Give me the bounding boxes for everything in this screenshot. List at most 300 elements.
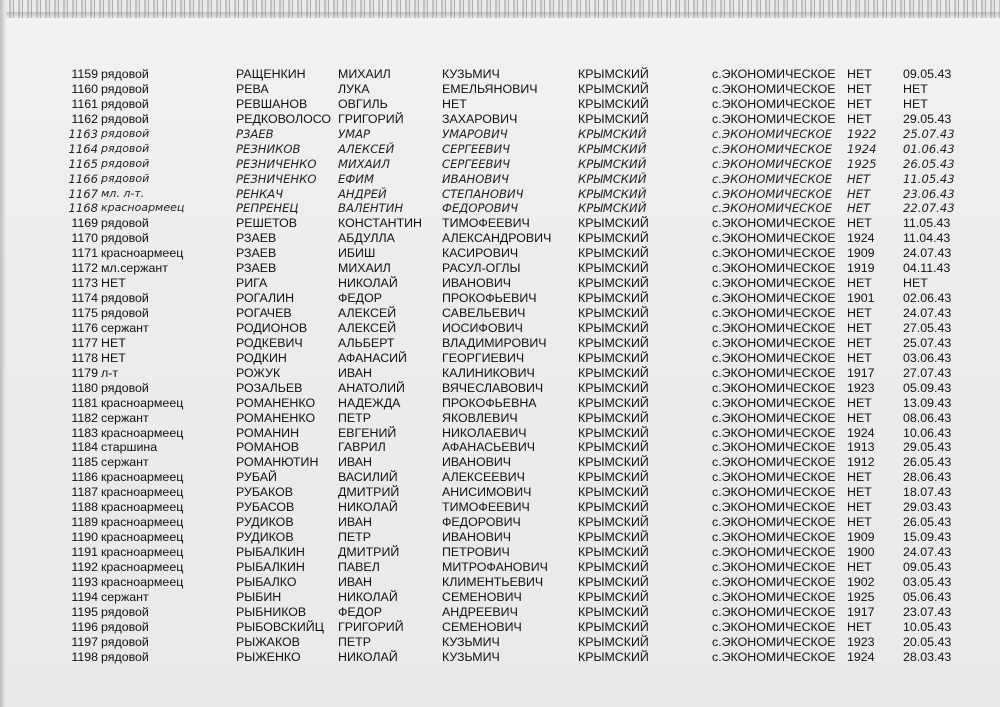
record-last-name: РОДИОНОВ: [236, 320, 308, 335]
record-number: 1196: [71, 619, 98, 634]
record-number: 1164: [68, 141, 98, 156]
table-row: [0, 306, 1000, 321]
record-number: 1179: [71, 365, 98, 380]
record-date: 03.06.43: [903, 350, 952, 365]
record-date: 23.07.43: [903, 604, 952, 619]
record-patronymic: ПРОКОФЬЕВИЧ: [442, 291, 537, 306]
record-birth-year: 1917: [847, 604, 875, 619]
record-last-name: РУБАКОВ: [236, 485, 293, 500]
table-row: [0, 261, 1000, 276]
record-first-name: НИКОЛАЙ: [338, 276, 398, 291]
table-row: [0, 530, 1000, 545]
record-number: 1178: [71, 350, 98, 365]
table-row: [0, 396, 1000, 411]
record-patronymic: РАСУЛ-ОГЛЫ: [442, 261, 521, 276]
record-number: 1165: [68, 156, 98, 171]
record-number: 1159: [71, 67, 98, 81]
record-rank: сержант: [101, 589, 149, 604]
record-date: 24.07.43: [903, 246, 952, 261]
record-birth-year: НЕТ: [847, 306, 872, 320]
record-rank: красноармеец: [101, 425, 184, 440]
record-birth-year: НЕТ: [847, 470, 872, 485]
record-patronymic: ВЯЧЕСЛАВОВИЧ: [442, 380, 544, 395]
record-village: с.ЭКОНОМИЧЕСКОЕ: [712, 246, 836, 261]
record-first-name: ИВАН: [338, 574, 372, 589]
record-rank: рядовой: [101, 291, 149, 306]
record-district: КРЫМСКИЙ: [578, 111, 649, 126]
record-last-name: РЕПРЕНЕЦ: [236, 201, 299, 216]
record-patronymic: ПРОКОФЬЕВНА: [442, 395, 537, 410]
record-number: 1180: [71, 380, 98, 395]
table-row: [0, 470, 1000, 485]
record-date: 29.03.43: [903, 500, 952, 515]
table-row: [0, 291, 1000, 306]
record-last-name: РОЗАЛЬЕВ: [236, 380, 303, 395]
record-last-name: РЗАЕВ: [236, 261, 277, 276]
record-number: 1168: [68, 201, 98, 216]
record-district: КРЫМСКИЙ: [578, 96, 649, 111]
record-birth-year: НЕТ: [847, 96, 872, 111]
record-village: с.ЭКОНОМИЧЕСКОЕ: [712, 455, 836, 470]
record-date: 28.03.43: [903, 649, 952, 664]
record-rank: красноармеец: [101, 395, 184, 410]
record-date: 10.06.43: [903, 425, 952, 440]
table-row: [0, 201, 1000, 216]
record-number: 1194: [71, 589, 98, 604]
record-birth-year: НЕТ: [847, 485, 872, 500]
record-birth-year: 1902: [847, 574, 875, 589]
record-birth-year: 1925: [847, 589, 875, 604]
record-birth-year: НЕТ: [847, 335, 872, 350]
record-birth-year: НЕТ: [847, 395, 872, 410]
record-birth-year: 1923: [847, 634, 875, 649]
record-date: 10.05.43: [903, 619, 952, 634]
record-last-name: РЫБАЛКО: [236, 574, 297, 589]
record-number: 1166: [68, 171, 98, 186]
table-row: [0, 127, 1000, 142]
record-rank: НЕТ: [101, 335, 126, 350]
record-date: 28.06.43: [903, 470, 952, 485]
record-first-name: АЛЕКСЕЙ: [338, 141, 395, 156]
record-date: 25.07.43: [903, 335, 952, 350]
record-village: с.ЭКОНОМИЧЕСКОЕ: [712, 306, 836, 320]
table-row: [0, 575, 1000, 590]
record-last-name: РИГА: [236, 276, 268, 291]
record-district: КРЫМСКИЙ: [578, 216, 649, 231]
record-number: 1176: [71, 320, 98, 335]
record-last-name: РОЖУК: [236, 365, 281, 380]
record-date: НЕТ: [903, 276, 928, 291]
record-number: 1191: [71, 545, 98, 559]
table-row: [0, 97, 1000, 112]
record-rank: красноармеец: [101, 470, 184, 485]
record-last-name: РЕЗНИЧЕНКО: [236, 156, 317, 171]
record-date: 11.04.43: [903, 231, 951, 246]
record-number: 1181: [71, 395, 98, 410]
record-district: КРЫМСКИЙ: [578, 246, 649, 261]
record-last-name: РЫБАЛКИН: [236, 545, 305, 559]
record-rank: НЕТ: [101, 350, 126, 365]
table-row: [0, 440, 1000, 455]
record-patronymic: КУЗЬМИЧ: [442, 67, 500, 81]
record-first-name: МИХАИЛ: [338, 67, 391, 81]
record-district: КРЫМСКИЙ: [578, 440, 649, 455]
record-rank: л-т: [101, 365, 119, 380]
record-rank: сержант: [101, 320, 149, 335]
record-patronymic: ИВАНОВИЧ: [442, 276, 512, 291]
record-patronymic: КАЛИНИКОВИЧ: [442, 365, 535, 380]
record-first-name: ИВАН: [338, 515, 372, 530]
table-row: [0, 142, 1000, 157]
record-patronymic: АНДРЕЕВИЧ: [442, 604, 518, 619]
record-number: 1169: [71, 216, 98, 231]
record-village: с.ЭКОНОМИЧЕСКОЕ: [712, 350, 836, 365]
record-rank: рядовой: [101, 111, 149, 126]
record-date: 22.07.43: [903, 201, 955, 216]
table-row: [0, 157, 1000, 172]
record-birth-year: 1924: [847, 649, 875, 664]
record-date: 11.05.43: [903, 171, 955, 186]
record-village: с.ЭКОНОМИЧЕСКОЕ: [712, 380, 836, 395]
record-patronymic: СЕМЕНОВИЧ: [442, 589, 522, 604]
record-patronymic: ГЕОРГИЕВИЧ: [442, 350, 525, 365]
record-last-name: РЕЗНИКОВ: [236, 141, 301, 156]
record-village: с.ЭКОНОМИЧЕСКОЕ: [712, 156, 833, 171]
record-number: 1193: [71, 574, 98, 589]
record-date: 11.05.43: [903, 216, 951, 231]
table-row: [0, 650, 1000, 665]
record-village: с.ЭКОНОМИЧЕСКОЕ: [712, 545, 836, 559]
table-row: [0, 411, 1000, 426]
record-district: КРЫМСКИЙ: [578, 201, 647, 216]
record-last-name: РОМАНЕНКО: [236, 395, 316, 410]
record-last-name: РЕВА: [236, 81, 269, 96]
record-village: с.ЭКОНОМИЧЕСКОЕ: [712, 530, 836, 545]
record-date: 24.07.43: [903, 545, 952, 559]
record-village: с.ЭКОНОМИЧЕСКОЕ: [712, 440, 836, 455]
table-row: [0, 366, 1000, 381]
record-patronymic: САВЕЛЬЕВИЧ: [442, 306, 526, 320]
record-village: с.ЭКОНОМИЧЕСКОЕ: [712, 515, 836, 530]
record-last-name: РОМАНЮТИН: [236, 455, 319, 470]
record-last-name: РЗАЕВ: [236, 246, 277, 261]
record-patronymic: ИОСИФОВИЧ: [442, 320, 523, 335]
record-birth-year: 1919: [847, 261, 875, 276]
record-birth-year: 1901: [847, 291, 875, 306]
record-district: КРЫМСКИЙ: [578, 365, 649, 380]
record-village: с.ЭКОНОМИЧЕСКОЕ: [712, 231, 836, 246]
table-row: [0, 500, 1000, 515]
record-date: 15.09.43: [903, 530, 952, 545]
record-birth-year: 1924: [847, 231, 875, 246]
record-district: КРЫМСКИЙ: [578, 156, 647, 171]
record-village: с.ЭКОНОМИЧЕСКОЕ: [712, 126, 833, 141]
record-district: КРЫМСКИЙ: [578, 231, 649, 246]
record-rank: рядовой: [101, 126, 150, 140]
record-first-name: ПЕТР: [338, 634, 372, 649]
record-patronymic: ФЕДОРОВИЧ: [442, 201, 519, 216]
record-district: КРЫМСКИЙ: [578, 634, 649, 649]
record-rank: красноармеец: [101, 500, 184, 515]
record-patronymic: ИВАНОВИЧ: [442, 530, 512, 545]
record-date: 23.06.43: [903, 186, 955, 201]
record-number: 1185: [71, 455, 98, 470]
record-village: с.ЭКОНОМИЧЕСКОЕ: [712, 425, 836, 440]
table-row: [0, 545, 1000, 560]
record-rank: красноармеец: [101, 545, 184, 559]
record-number: 1162: [71, 111, 98, 126]
record-first-name: НИКОЛАЙ: [338, 589, 398, 604]
record-last-name: РЫБИН: [236, 589, 282, 604]
record-last-name: РУДИКОВ: [236, 515, 294, 530]
record-last-name: РАЩЕНКИН: [236, 67, 306, 81]
record-birth-year: НЕТ: [847, 111, 872, 126]
record-district: КРЫМСКИЙ: [578, 589, 649, 604]
record-patronymic: СЕМЕНОВИЧ: [442, 619, 522, 634]
record-birth-year: НЕТ: [847, 619, 872, 634]
record-rank: рядовой: [101, 81, 149, 96]
table-row: [0, 515, 1000, 530]
record-first-name: ГРИГОРИЙ: [338, 111, 404, 126]
record-last-name: РОГАЛИН: [236, 291, 295, 306]
record-date: 09.05.43: [903, 559, 952, 574]
record-village: с.ЭКОНОМИЧЕСКОЕ: [712, 634, 836, 649]
record-village: с.ЭКОНОМИЧЕСКОЕ: [712, 261, 836, 276]
table-row: [0, 67, 1000, 82]
record-number: 1189: [71, 515, 98, 530]
record-number: 1172: [71, 261, 98, 276]
record-number: 1192: [71, 559, 98, 574]
record-last-name: РЫБОВСКИЙЦ: [236, 619, 324, 634]
record-rank: рядовой: [101, 141, 150, 155]
record-date: 05.09.43: [903, 380, 952, 395]
record-district: КРЫМСКИЙ: [578, 335, 649, 350]
record-date: НЕТ: [903, 96, 928, 111]
record-last-name: РЫЖЕНКО: [236, 649, 301, 664]
record-first-name: ЛУКА: [338, 81, 370, 96]
record-patronymic: ЗАХАРОВИЧ: [442, 111, 518, 126]
record-number: 1197: [71, 634, 98, 649]
table-row: [0, 620, 1000, 635]
record-district: КРЫМСКИЙ: [578, 67, 649, 81]
record-number: 1173: [71, 276, 98, 291]
table-row: [0, 635, 1000, 650]
record-number: 1187: [71, 485, 98, 500]
record-first-name: АБДУЛЛА: [338, 231, 395, 246]
record-birth-year: НЕТ: [847, 276, 872, 291]
table-row: [0, 560, 1000, 575]
record-district: КРЫМСКИЙ: [578, 141, 647, 156]
record-village: с.ЭКОНОМИЧЕСКОЕ: [712, 485, 836, 500]
record-first-name: АНДРЕЙ: [338, 186, 387, 201]
record-date: 18.07.43: [903, 485, 952, 500]
table-row: [0, 246, 1000, 261]
record-rank: красноармеец: [101, 246, 184, 261]
record-birth-year: 1909: [847, 530, 875, 545]
record-district: КРЫМСКИЙ: [578, 574, 649, 589]
record-first-name: ФЕДОР: [338, 291, 382, 306]
record-district: КРЫМСКИЙ: [578, 395, 649, 410]
record-first-name: ИВАН: [338, 365, 372, 380]
record-birth-year: НЕТ: [847, 350, 872, 365]
record-district: КРЫМСКИЙ: [578, 619, 649, 634]
record-last-name: РЕШЕТОВ: [236, 216, 298, 231]
record-patronymic: ПЕТРОВИЧ: [442, 545, 510, 559]
record-rank: красноармеец: [101, 530, 184, 545]
record-birth-year: НЕТ: [847, 171, 871, 186]
record-village: с.ЭКОНОМИЧЕСКОЕ: [712, 619, 836, 634]
table-row: [0, 187, 1000, 202]
record-date: 13.09.43: [903, 395, 952, 410]
record-district: КРЫМСКИЙ: [578, 306, 649, 320]
record-number: 1174: [71, 291, 98, 306]
record-village: с.ЭКОНОМИЧЕСКОЕ: [712, 574, 836, 589]
record-last-name: РЫЖАКОВ: [236, 634, 300, 649]
record-birth-year: 1924: [847, 141, 877, 156]
record-number: 1175: [71, 306, 98, 320]
record-last-name: РЗАЕВ: [236, 231, 277, 246]
record-village: с.ЭКОНОМИЧЕСКОЕ: [712, 141, 833, 156]
record-first-name: ИБИШ: [338, 246, 376, 261]
record-village: с.ЭКОНОМИЧЕСКОЕ: [712, 589, 836, 604]
record-number: 1161: [71, 96, 98, 111]
record-district: КРЫМСКИЙ: [578, 530, 649, 545]
record-first-name: АНАТОЛИЙ: [338, 380, 405, 395]
record-last-name: РЕЗНИЧЕНКО: [236, 171, 317, 186]
table-row: [0, 172, 1000, 187]
record-patronymic: АНИСИМОВИЧ: [442, 485, 532, 500]
record-last-name: РЫБНИКОВ: [236, 604, 307, 619]
record-rank: рядовой: [101, 96, 149, 111]
table-row: [0, 605, 1000, 620]
record-rank: рядовой: [101, 156, 150, 170]
record-birth-year: 1913: [847, 440, 875, 455]
record-number: 1163: [68, 126, 98, 141]
record-first-name: ПАВЕЛ: [338, 559, 380, 574]
record-date: 09.05.43: [903, 67, 952, 81]
record-district: КРЫМСКИЙ: [578, 380, 649, 395]
record-first-name: КОНСТАНТИН: [338, 216, 422, 231]
record-birth-year: 1924: [847, 425, 875, 440]
record-rank: мл. л-т.: [101, 186, 145, 200]
record-number: 1167: [68, 186, 98, 201]
record-patronymic: ЕМЕЛЬЯНОВИЧ: [442, 81, 538, 96]
record-rank: рядовой: [101, 649, 149, 664]
record-village: с.ЭКОНОМИЧЕСКОЕ: [712, 276, 836, 291]
record-rank: красноармеец: [101, 485, 184, 500]
record-patronymic: ВЛАДИМИРОВИЧ: [442, 335, 547, 350]
record-patronymic: КУЗЬМИЧ: [442, 649, 500, 664]
record-rank: рядовой: [101, 67, 149, 81]
record-district: КРЫМСКИЙ: [578, 81, 649, 96]
record-date: 05.06.43: [903, 589, 952, 604]
record-date: 26.05.43: [903, 515, 952, 530]
record-last-name: РЕДКОВОЛОСО: [236, 111, 332, 126]
record-first-name: ДМИТРИЙ: [338, 545, 400, 559]
record-village: с.ЭКОНОМИЧЕСКОЕ: [712, 216, 836, 231]
record-district: КРЫМСКИЙ: [578, 545, 649, 559]
record-village: с.ЭКОНОМИЧЕСКОЕ: [712, 649, 836, 664]
record-district: КРЫМСКИЙ: [578, 291, 649, 306]
record-patronymic: КУЗЬМИЧ: [442, 634, 500, 649]
record-first-name: ПЕТР: [338, 410, 372, 425]
record-village: с.ЭКОНОМИЧЕСКОЕ: [712, 186, 833, 201]
record-last-name: РУДИКОВ: [236, 530, 294, 545]
record-number: 1186: [71, 470, 98, 485]
record-date: 04.11.43: [903, 261, 951, 276]
record-patronymic: АЛЕКСАНДРОВИЧ: [442, 231, 552, 246]
record-patronymic: СЕРГЕЕВИЧ: [442, 156, 511, 171]
record-date: НЕТ: [903, 81, 928, 96]
record-patronymic: ИВАНОВИЧ: [442, 455, 512, 470]
record-patronymic: СТЕПАНОВИЧ: [442, 186, 524, 201]
table-row: [0, 381, 1000, 396]
record-last-name: РЫБАЛКИН: [236, 559, 305, 574]
record-district: КРЫМСКИЙ: [578, 515, 649, 530]
record-first-name: АЛЕКСЕЙ: [338, 320, 397, 335]
record-birth-year: НЕТ: [847, 186, 871, 201]
record-number: 1160: [71, 81, 98, 96]
record-last-name: РЗАЕВ: [236, 126, 274, 141]
record-patronymic: ФЕДОРОВИЧ: [442, 515, 521, 530]
table-row: [0, 231, 1000, 246]
record-last-name: РОДКИН: [236, 350, 287, 365]
record-village: с.ЭКОНОМИЧЕСКОЕ: [712, 335, 836, 350]
record-rank: красноармеец: [101, 201, 185, 215]
record-last-name: РОГАЧЕВ: [236, 306, 292, 320]
record-number: 1170: [71, 231, 98, 246]
scan-edge-strip: [0, 0, 1000, 18]
record-first-name: УМАР: [338, 126, 370, 141]
record-rank: сержант: [101, 455, 149, 470]
record-birth-year: 1900: [847, 545, 875, 559]
table-row: [0, 426, 1000, 441]
record-number: 1184: [71, 440, 98, 455]
record-rank: красноармеец: [101, 559, 184, 574]
record-village: с.ЭКОНОМИЧЕСКОЕ: [712, 96, 836, 111]
record-last-name: РУБАСОВ: [236, 500, 295, 515]
table-row: [0, 216, 1000, 231]
record-last-name: РЕВШАНОВ: [236, 96, 308, 111]
record-first-name: ГАВРИЛ: [338, 440, 386, 455]
record-date: 03.05.43: [903, 574, 952, 589]
record-number: 1190: [71, 530, 98, 545]
record-district: КРЫМСКИЙ: [578, 500, 649, 515]
record-first-name: ИВАН: [338, 455, 372, 470]
record-first-name: АЛЬБЕРТ: [338, 335, 395, 350]
table-row: [0, 336, 1000, 351]
table-row: [0, 276, 1000, 291]
record-birth-year: 1923: [847, 380, 875, 395]
record-patronymic: АФАНАСЬЕВИЧ: [442, 440, 535, 455]
record-last-name: РУБАЙ: [236, 470, 277, 485]
record-number: 1182: [71, 410, 98, 425]
record-date: 25.07.43: [903, 126, 955, 141]
record-birth-year: НЕТ: [847, 410, 872, 425]
record-patronymic: КЛИМЕНТЬЕВИЧ: [442, 574, 544, 589]
record-village: с.ЭКОНОМИЧЕСКОЕ: [712, 559, 836, 574]
record-patronymic: ТИМОФЕЕВИЧ: [442, 500, 530, 515]
record-last-name: РОМАНОВ: [236, 440, 300, 455]
record-first-name: ВАЛЕНТИН: [338, 201, 404, 216]
table-row: [0, 321, 1000, 336]
record-village: с.ЭКОНОМИЧЕСКОЕ: [712, 291, 836, 306]
record-first-name: ПЕТР: [338, 530, 372, 545]
record-birth-year: НЕТ: [847, 559, 872, 574]
record-number: 1198: [71, 649, 98, 664]
record-date: 27.05.43: [903, 320, 952, 335]
record-number: 1177: [71, 335, 98, 350]
